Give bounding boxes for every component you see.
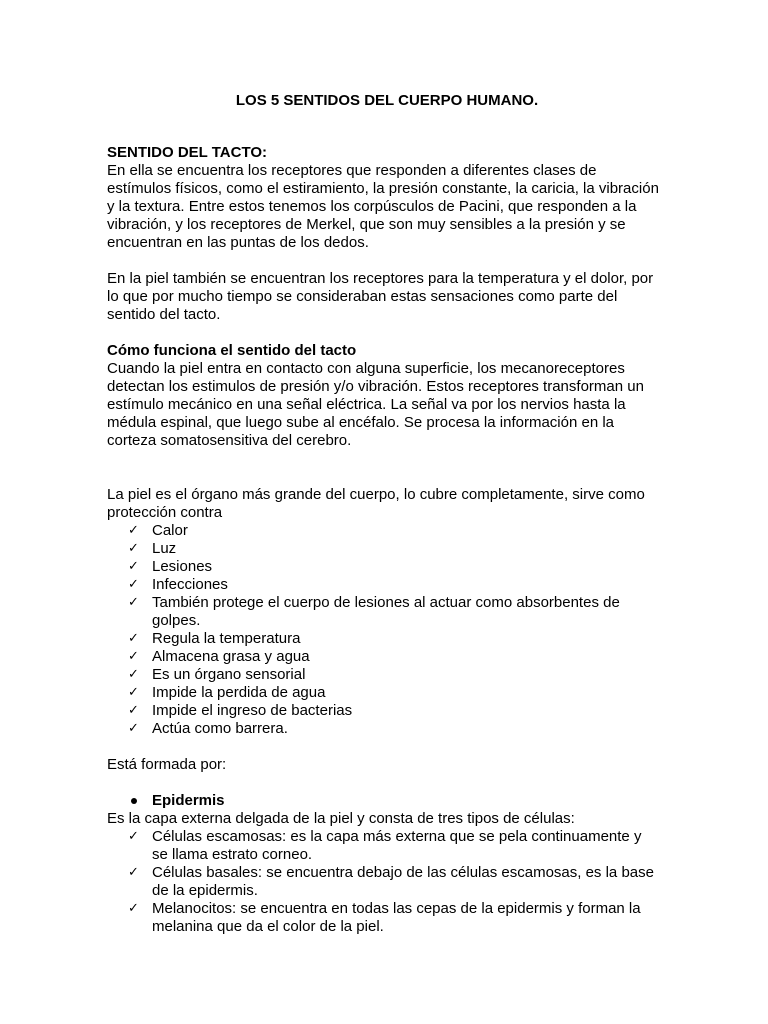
checklist-item-text: Es un órgano sensorial — [152, 666, 306, 683]
checkmark-icon: ✓ — [128, 559, 139, 574]
checklist-item-text: Células escamosas: es la capa más externa que se pela continuamente y — [152, 828, 642, 845]
checkmark-icon: ✓ — [128, 541, 139, 556]
text-line: médula espinal, que luego sube al encéfalo. Se procesa la información en la — [107, 414, 614, 431]
checklist-item — [128, 900, 667, 936]
checklist-item-text: golpes. — [152, 612, 201, 629]
text-line: corteza somatosensitiva del cerebro. — [107, 432, 352, 449]
checklist-item — [128, 828, 667, 864]
funciona-heading: Cómo funciona el sentido del tacto — [107, 342, 357, 359]
checklist-item — [128, 594, 667, 630]
formada-label: Está formada por: — [107, 756, 227, 773]
document-title: LOS 5 SENTIDOS DEL CUERPO HUMANO. — [235, 92, 539, 109]
epidermis-label: Epidermis — [152, 792, 225, 809]
checklist-item-text: Impide la perdida de agua — [152, 684, 326, 701]
checkmark-icon: ✓ — [128, 649, 139, 664]
tacto-paragraph-1 — [107, 162, 667, 252]
checklist-item — [128, 720, 667, 738]
checklist-item — [128, 864, 667, 900]
checklist-item-text: Almacena grasa y agua — [152, 648, 310, 665]
checklist-item — [128, 576, 667, 594]
checklist-item-text: Melanocitos: se encuentra en todas las cepas de la epidermis y forman la — [152, 900, 641, 917]
funciona-paragraph — [107, 360, 667, 450]
text-line: sentido del tacto. — [107, 306, 221, 323]
formada-bullet-list — [107, 792, 667, 810]
text-line: Cuando la piel entra en contacto con alguna superficie, los mecanoreceptores — [107, 360, 625, 377]
checklist-item-text: Actúa como barrera. — [152, 720, 288, 737]
text-line: vibración, y los receptores de Merkel, que son muy sensibles a la presión y se — [107, 216, 626, 233]
text-line: protección contra — [107, 504, 223, 521]
checklist-item-text: melanina que da el color de la piel. — [152, 918, 384, 935]
checklist-item — [128, 684, 667, 702]
checklist-item-text: Infecciones — [152, 576, 228, 593]
epidermis-description: Es la capa externa delgada de la piel y consta de tres tipos de células: — [107, 810, 575, 827]
checkmark-icon: ✓ — [128, 703, 139, 718]
checkmark-icon: ✓ — [128, 577, 139, 592]
text-line: lo que por mucho tiempo se consideraban estas sensaciones como parte del — [107, 288, 618, 305]
checklist-item-text: se llama estrato corneo. — [152, 846, 313, 863]
checklist-item-text: Impide el ingreso de bacterias — [152, 702, 353, 719]
text-line: La piel es el órgano más grande del cuerpo, lo cubre completamente, sirve como — [107, 486, 645, 503]
checkmark-icon: ✓ — [128, 865, 139, 880]
checklist-item — [128, 630, 667, 648]
text-line: En ella se encuentra los receptores que responden a diferentes clases de — [107, 162, 597, 179]
list-item — [128, 792, 667, 810]
checkmark-icon: ✓ — [128, 667, 139, 682]
checklist-item — [128, 702, 667, 720]
checklist-item-text: de la epidermis. — [152, 882, 258, 899]
document-body — [107, 92, 667, 936]
text-line: estímulo mecánico en una señal eléctrica. La señal va por los nervios hasta la — [107, 396, 626, 413]
bullet-icon — [131, 798, 137, 804]
checklist-item-text: Regula la temperatura — [152, 630, 301, 647]
checkmark-icon: ✓ — [128, 685, 139, 700]
checklist-item — [128, 666, 667, 684]
checkmark-icon: ✓ — [128, 595, 139, 610]
piel-checklist — [107, 522, 667, 738]
checkmark-icon: ✓ — [128, 721, 139, 736]
checkmark-icon: ✓ — [128, 523, 139, 538]
checkmark-icon: ✓ — [128, 901, 139, 916]
checklist-item-text: Luz — [152, 540, 177, 557]
checklist-item-text: Lesiones — [152, 558, 213, 575]
epidermis-checklist — [107, 828, 667, 936]
checkmark-icon: ✓ — [128, 631, 139, 646]
text-line: detectan los estimulos de presión y/o vibración. Estos receptores transforman un — [107, 378, 644, 395]
checklist-item-text: También protege el cuerpo de lesiones al actuar como absorbentes de — [152, 594, 620, 611]
piel-intro — [107, 486, 667, 522]
checkmark-icon: ✓ — [128, 829, 139, 844]
text-line: En la piel también se encuentran los receptores para la temperatura y el dolor, por — [107, 270, 654, 287]
checklist-item-text: Células basales: se encuentra debajo de las células escamosas, es la base — [152, 864, 654, 881]
checklist-item — [128, 648, 667, 666]
text-line: estímulos físicos, como el estiramiento, la presión constante, la caricia, la vibración — [107, 180, 659, 197]
checklist-item-text: Calor — [152, 522, 188, 539]
text-line: encuentran en las puntas de los dedos. — [107, 234, 369, 251]
checklist-item — [128, 522, 667, 540]
tacto-paragraph-2 — [107, 270, 667, 324]
checklist-item — [128, 540, 667, 558]
tacto-heading: SENTIDO DEL TACTO: — [107, 144, 268, 161]
checklist-item — [128, 558, 667, 576]
text-line: y la textura. Entre estos tenemos los corpúsculos de Pacini, que responden a la — [107, 198, 637, 215]
